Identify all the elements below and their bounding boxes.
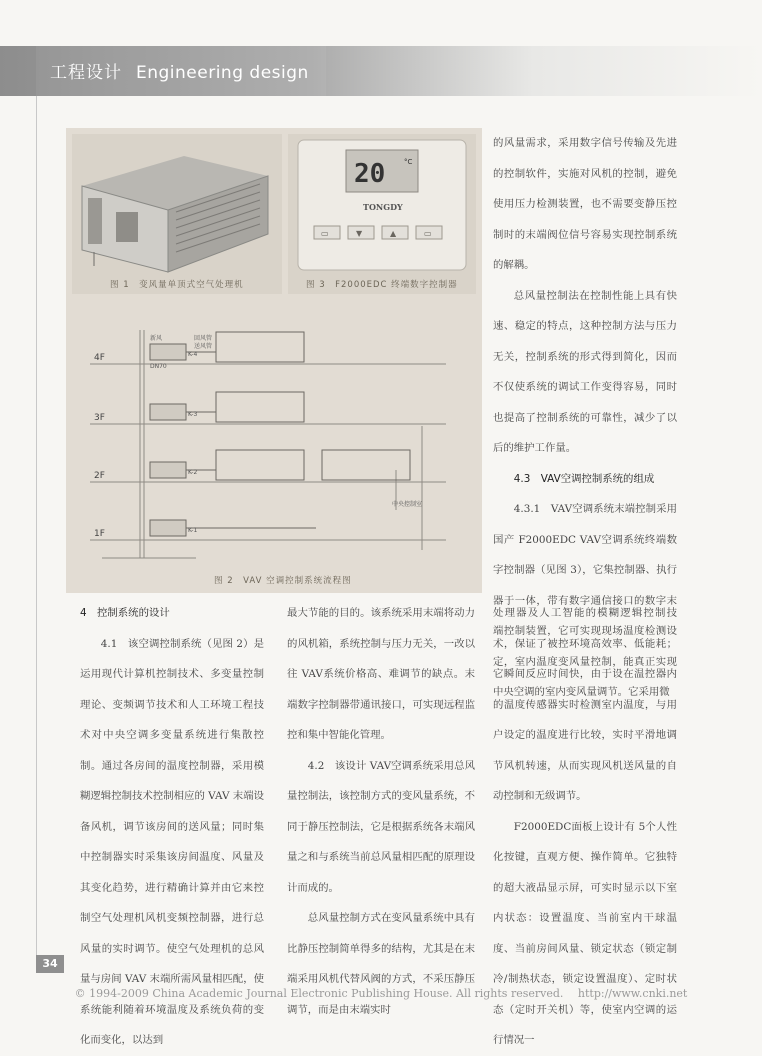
unit-label-k2: K-2 — [188, 469, 198, 476]
header-title-cn: 工程设计 — [50, 63, 122, 83]
svg-text:▭: ▭ — [321, 229, 329, 238]
figure-2-diagram — [66, 310, 482, 570]
paragraph: 的风量需求，采用数字信号传输及先进的控制软件，实施对风机的控制，避免使用压力检测装置，也不需要变静压控制时的末端阀位信号容易实现控制系统的解耦。 — [493, 137, 677, 271]
figure-3-photo — [288, 134, 476, 294]
paragraph: 4.2 该设计 VAV空调系统采用总风量控制法，该控制方式的变风量系统，不同于静压控制法，它是根据系统各末端风量之和与系统当前总风量相匹配的原理设计而成的。 — [287, 759, 475, 894]
svg-text:▼: ▼ — [356, 229, 363, 238]
figure-1-caption: 图 1 变风量单顶式空气处理机 — [110, 280, 244, 290]
figure-3-caption: 图 3 F2000EDC 终端数字控制器 — [306, 280, 458, 290]
figure-1-photo — [72, 134, 282, 294]
thermostat-display: 20 — [354, 159, 386, 189]
paragraph: 处理器及人工智能的模糊逻辑控制技术，保证了被控环境高效率、低能耗；它瞬间反应时间快，由于设在温控器内的温度传感器实时检测室内温度，与用户设定的温度进行比较，实时平滑地调节风机转速，从而实现风机送风量的自动控制和无级调节。 — [493, 607, 677, 802]
margin-rule — [36, 96, 37, 966]
thermostat-brand: TONGDY — [363, 202, 403, 212]
copyright-footer: © 1994-2009 China Academic Journal Electronic Publishing House. All rights reserved. http://www.cnki.net — [74, 987, 688, 1000]
ahu-4f — [150, 332, 304, 362]
paragraph: 最大节能的目的。该系统采用末端将动力的风机箱，系统控制与压力无关，一改以往 VAV系统价格高、难调节的缺点。末端数字控制器带通讯接口，可实现远程监控和集中智能化管理。 — [287, 607, 475, 741]
floor-label-2f: 2F — [94, 471, 105, 481]
page-number: 34 — [36, 955, 64, 973]
paragraph: 4.3.1 VAV空调系统末端控制采用国产 F2000EDC VAV空调系统终端数字控制器（见图 3），它集控制器、执行器于一体，带有数字通信接口的数字末端控制装置，它可实现现场温度检测设定，室内温度变风量控制，能真正实现中央空调的室内变风量调节。它采用微 — [493, 503, 677, 698]
damper-supply-label: 送风管 — [194, 343, 213, 350]
svg-text:°C: °C — [404, 158, 413, 166]
paragraph: F2000EDC面板上设计有 5个人性化按键，直观方便、操作简单。它独特的超大液晶显示屏，可实时显示以下室内状态：设置温度、当前室内干球温度、当前房间风量、锁定状态（锁定制冷/制热状态，锁定设置温度）、定时状态（定时开关机）等，使室内空调的运行情况一 — [493, 820, 677, 1046]
air-handler-illustration — [72, 134, 282, 294]
floor-label-3f: 3F — [94, 413, 105, 423]
duct-dn-label: DN70 — [150, 363, 167, 370]
svg-text:▲: ▲ — [390, 229, 397, 238]
text-column-bottom-2 — [287, 598, 475, 1025]
center-control-label: 中央控制室 — [392, 501, 423, 508]
ahu-1f — [150, 520, 316, 536]
header-title-en: Engineering design — [136, 63, 309, 83]
svg-text:▭: ▭ — [424, 229, 432, 238]
floor-label-4f: 4F — [94, 353, 105, 363]
figure-2-caption: 图 2 VAV 空调控制系统流程图 — [214, 576, 352, 586]
section-heading: 4 控制系统的设计 — [80, 607, 170, 619]
figure-panel — [66, 128, 482, 593]
paragraph: 4.1 该空调控制系统（见图 2）是运用现代计算机控制技术、多变量控制理论、变频调节技术和人工环境工程技术对中央空调多变量系统进行集散控制。通过各房间的温度控制器，采用模糊逻辑控制技术控制相应的 VAV 末端设备风机，调节该房间的送风量；同时集中控制器实时采集该房间温度、风量及其变化趋势，进行精确计算并由它来控制空气处理机风机变频控制器，进行总风量的实时调节。使空气处理机的总风量与房间 VAV 末端所需风量相匹配，使系统能利随着环境温度及系统负荷的变化而变化，以达到 — [80, 637, 264, 1046]
damper-fresh-label: 新风 — [150, 335, 163, 342]
section-heading: 4.3 VAV空调控制系统的组成 — [513, 472, 655, 485]
unit-label-k4: K-4 — [188, 351, 198, 358]
thermostat-illustration — [288, 134, 476, 294]
paragraph: 总风量控制法在控制性能上具有快速、稳定的特点，这种控制方法与压力无关，控制系统的形式得到简化，因而不仅使系统的调试工作变得容易，同时也提高了控制系统的可靠性，减少了以后的维护工作量。 — [493, 289, 677, 454]
page-header-title — [50, 58, 309, 83]
unit-label-k1: K-1 — [188, 527, 198, 534]
damper-return-label: 回风管 — [194, 335, 213, 342]
paragraph: 总风量控制方式在变风量系统中具有比静压控制简单得多的结构，尤其是在末端采用风机代替风阀的方式，不采压静压调节，而是由末端实时 — [287, 912, 475, 1016]
ahu-3f — [150, 392, 304, 422]
floor-label-1f: 1F — [94, 529, 105, 539]
unit-label-k3: K-3 — [188, 411, 198, 418]
